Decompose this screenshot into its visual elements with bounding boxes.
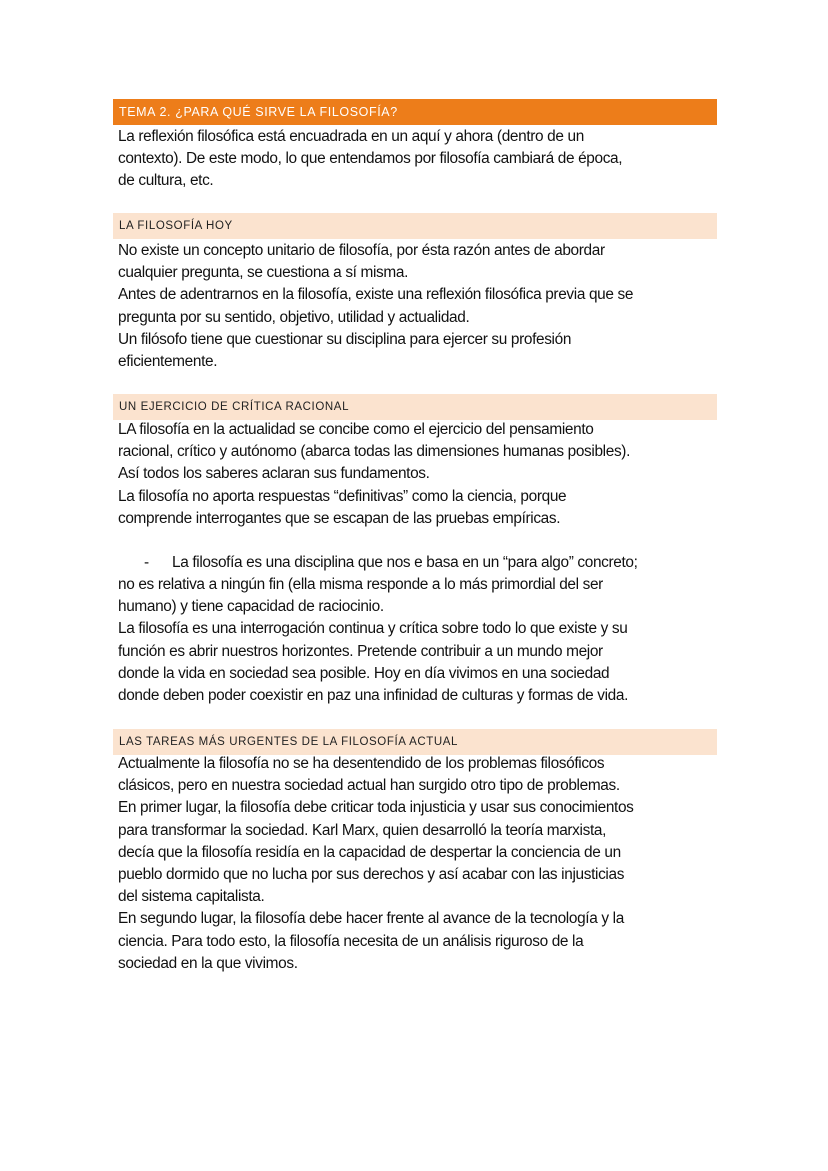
section-heading-critica-racional: UN EJERCICIO DE CRÍTICA RACIONAL xyxy=(113,394,717,420)
text-line: humano) y tiene capacidad de raciocinio. xyxy=(118,598,384,616)
intro-paragraph xyxy=(118,126,728,193)
text-line: para transformar la sociedad. Karl Marx, quien desarrolló la teoría marxista, xyxy=(118,821,607,839)
critica-racional-paragraph-2 xyxy=(118,574,728,707)
main-heading: TEMA 2. ¿PARA QUÉ SIRVE LA FILOSOFÍA? xyxy=(113,99,717,125)
text-line: Actualmente la filosofía no se ha desentendido de los problemas filosóficos xyxy=(118,755,605,772)
text-line: clásicos, pero en nuestra sociedad actual han surgido otro tipo de problemas. xyxy=(118,777,620,795)
section-heading-tareas-urgentes: LAS TAREAS MÁS URGENTES DE LA FILOSOFÍA ACTUAL xyxy=(113,729,717,755)
text-line: pueblo dormido que no lucha por sus derechos y así acabar con las injusticias xyxy=(118,865,625,883)
text-line: decía que la filosofía residía en la capacidad de despertar la conciencia de un xyxy=(118,843,621,861)
tareas-urgentes-paragraph xyxy=(118,753,728,975)
text-line: donde la vida en sociedad sea posible. Hoy en día vivimos en una sociedad xyxy=(118,664,610,682)
text-line: racional, crítico y autónomo (abarca todas las dimensiones humanas posibles). xyxy=(118,443,631,461)
text-line: Antes de adentrarnos en la filosofía, existe una reflexión filosófica previa que se xyxy=(118,286,634,304)
critica-racional-paragraph xyxy=(118,419,728,530)
bullet-text: La filosofía es una disciplina que nos e basa en un “para algo” concreto; xyxy=(172,554,638,571)
text-line: contexto). De este modo, lo que entendamos por filosofía cambiará de época, xyxy=(118,150,623,168)
text-line: eficientemente. xyxy=(118,352,218,370)
text-line: del sistema capitalista. xyxy=(118,888,265,906)
section-heading-filosofia-hoy: LA FILOSOFÍA HOY xyxy=(113,213,717,239)
text-line: ciencia. Para todo esto, la filosofía necesita de un análisis riguroso de la xyxy=(118,932,584,950)
text-line: En primer lugar, la filosofía debe criticar toda injusticia y usar sus conocimientos xyxy=(118,799,634,817)
text-line: La reflexión filosófica está encuadrada en un aquí y ahora (dentro de un xyxy=(118,128,584,145)
text-line: Un filósofo tiene que cuestionar su disciplina para ejercer su profesión xyxy=(118,330,572,348)
text-line: de cultura, etc. xyxy=(118,172,214,190)
text-line: cualquier pregunta, se cuestiona a sí misma. xyxy=(118,264,409,282)
text-line: pregunta por su sentido, objetivo, utilidad y actualidad. xyxy=(118,308,470,326)
filosofia-hoy-paragraph xyxy=(118,240,728,373)
text-line: no es relativa a ningún fin (ella misma responde a lo más primordial del ser xyxy=(118,576,603,593)
bullet-dash: - xyxy=(144,554,149,571)
text-line: La filosofía no aporta respuestas “definitivas” como la ciencia, porque xyxy=(118,487,567,505)
text-line: comprende interrogantes que se escapan de las pruebas empíricas. xyxy=(118,509,561,527)
text-line: La filosofía es una interrogación continua y crítica sobre todo lo que existe y su xyxy=(118,620,628,638)
text-line: LA filosofía en la actualidad se concibe como el ejercicio del pensamiento xyxy=(118,421,594,438)
text-line: Así todos los saberes aclaran sus fundamentos. xyxy=(118,465,430,483)
text-line: función es abrir nuestros horizontes. Pretende contribuir a un mundo mejor xyxy=(118,642,603,660)
text-line: sociedad en la que vivimos. xyxy=(118,954,298,972)
bullet-item xyxy=(118,552,728,574)
text-line: donde deben poder coexistir en paz una infinidad de culturas y formas de vida. xyxy=(118,686,629,704)
text-line: En segundo lugar, la filosofía debe hacer frente al avance de la tecnología y la xyxy=(118,910,624,928)
text-line: No existe un concepto unitario de filosofía, por ésta razón antes de abordar xyxy=(118,242,605,259)
